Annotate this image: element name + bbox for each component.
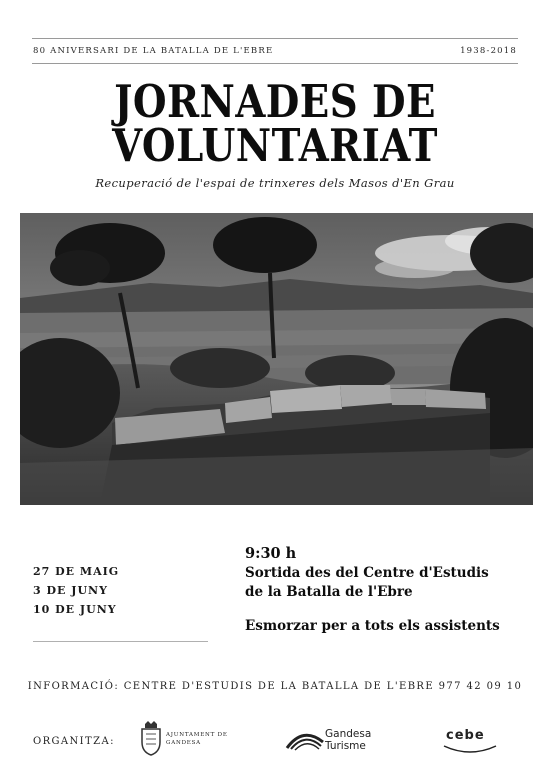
coat-of-arms-icon — [138, 720, 164, 756]
anniversary-label: 80 ANIVERSARI DE LA BATALLA DE L'EBRE — [33, 46, 274, 56]
dates-list — [33, 562, 119, 619]
breakfast-note: Esmorzar per a tots els assistents — [245, 618, 500, 634]
date-item: 10 DE JUNY — [33, 603, 117, 616]
header-rule — [32, 63, 518, 64]
event-info — [245, 544, 500, 634]
wave-arc-icon — [285, 722, 325, 752]
subtitle: Recuperació de l'espai de trinxeres dels Masos d'En Grau — [95, 176, 455, 190]
date-item: 3 DE JUNY — [33, 584, 108, 597]
years-label: 1938-2018 — [460, 46, 517, 56]
contact-info: INFORMACIÓ: CENTRE D'ESTUDIS DE LA BATALLA DE L'EBRE 977 42 09 10 — [27, 681, 523, 692]
ajuntament-line-2: GANDESA — [166, 740, 201, 746]
ajuntament-name — [166, 731, 228, 747]
organizers-label: ORGANITZA: — [33, 736, 115, 747]
departure-line-2: de la Batalla de l'Ebre — [245, 584, 413, 600]
title-line-1: JORNADES DE — [114, 75, 436, 128]
cebe-logo — [440, 724, 500, 758]
turisme-word: Turisme — [325, 740, 366, 752]
cebe-underline-icon — [442, 744, 498, 756]
gandesa-word: Gandesa — [325, 728, 372, 740]
landscape-photo — [20, 213, 533, 505]
dates-rule — [33, 641, 208, 642]
landscape-photo-illustration — [20, 213, 533, 505]
title-line-2: VOLUNTARIAT — [112, 119, 438, 172]
start-time: 9:30 h — [245, 545, 297, 562]
gandesa-turisme-logo — [285, 722, 385, 756]
ajuntament-logo — [138, 720, 238, 756]
top-rule — [32, 38, 518, 39]
departure-line-1: Sortida des del Centre d'Estudis — [245, 565, 489, 581]
cebe-wordmark: cebe — [446, 728, 485, 743]
ajuntament-line-1: AJUNTAMENT DE — [166, 732, 228, 738]
date-item: 27 DE MAIG — [33, 565, 120, 578]
